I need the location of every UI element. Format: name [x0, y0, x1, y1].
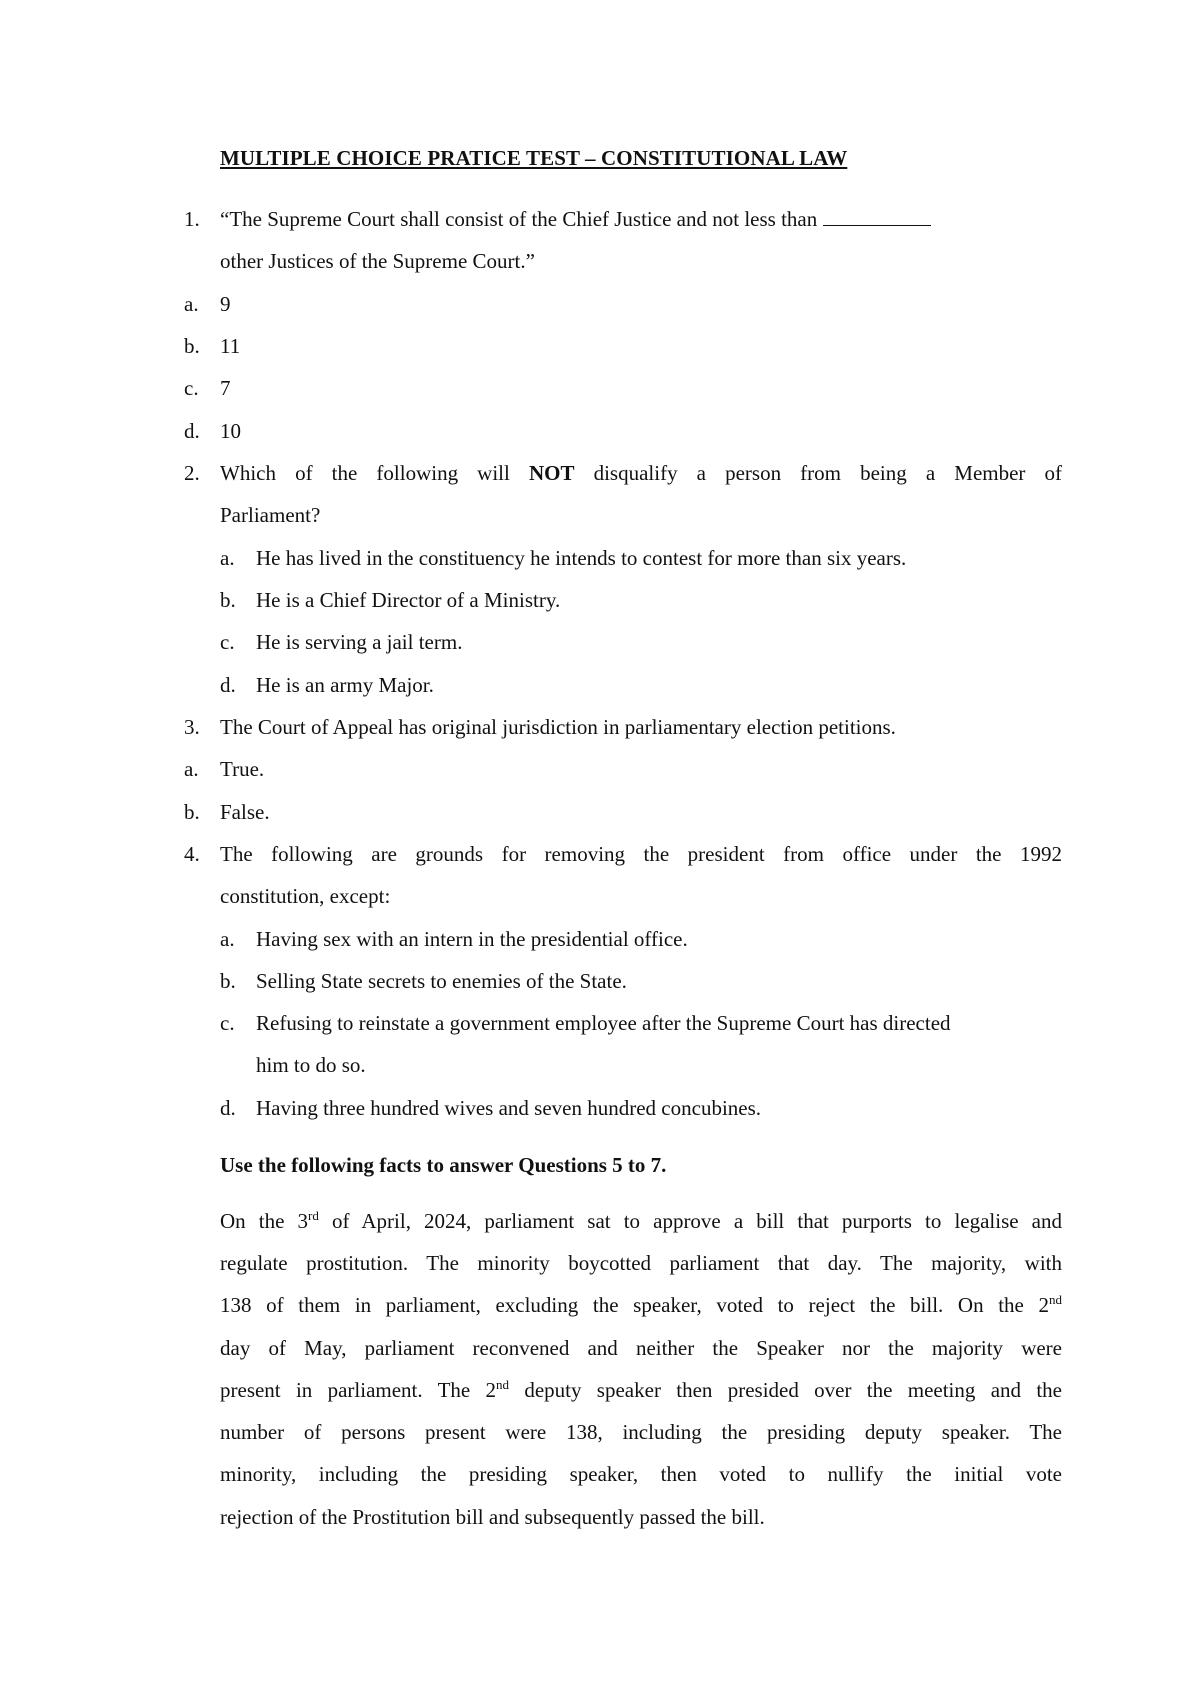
- q2-option-d-label: d.: [220, 673, 236, 697]
- facts-line-2: regulate prostitution. The minority boycotted parliament that day. The majority, with: [220, 1251, 1062, 1275]
- q4-option-a-label: a.: [220, 927, 235, 951]
- document-title: MULTIPLE CHOICE PRATICE TEST – CONSTITUTIONAL LAW: [220, 146, 848, 170]
- facts-line-1: [220, 1208, 1062, 1234]
- q1-option-c-label: c.: [184, 376, 199, 400]
- q2-option-d: He is an army Major.: [256, 673, 434, 697]
- q4-option-c-line1: Refusing to reinstate a government employee after the Supreme Court has directed: [256, 1011, 951, 1035]
- facts-sup-rd: rd: [308, 1208, 319, 1223]
- facts-line-5: [220, 1377, 1062, 1403]
- q2-option-a: He has lived in the constituency he intends to contest for more than six years.: [256, 546, 907, 570]
- q1-option-a-label: a.: [184, 292, 199, 316]
- q4-stem-line2: constitution, except:: [220, 884, 391, 908]
- facts-line-4: day of May, parliament reconvened and neither the Speaker nor the majority were: [220, 1336, 1062, 1360]
- q2-option-c-label: c.: [220, 630, 235, 654]
- q2-stem-pre: Which of the following will: [220, 461, 510, 485]
- q1-option-b: 11: [220, 334, 241, 358]
- q2-stem-line1: [220, 460, 1062, 486]
- q4-option-d-label: d.: [220, 1096, 236, 1120]
- facts-line-5b: deputy speaker then presided over the meeting and the: [509, 1378, 1062, 1402]
- q2-stem-line2: Parliament?: [220, 503, 321, 527]
- q1-answer-blank: [823, 207, 931, 226]
- facts-line-7: minority, including the presiding speaker, then voted to nullify the initial vote: [220, 1462, 1062, 1486]
- q1-stem-line2: other Justices of the Supreme Court.”: [220, 249, 535, 273]
- q4-option-b: Selling State secrets to enemies of the State.: [256, 969, 627, 993]
- q3-option-a: True.: [220, 757, 265, 781]
- facts-line-5a: present in parliament. The 2: [220, 1378, 497, 1402]
- q2-option-c: He is serving a jail term.: [256, 630, 463, 654]
- q3-number: 3.: [184, 715, 200, 739]
- q1-option-d-label: d.: [184, 419, 200, 443]
- q2-stem-bold: NOT: [528, 461, 575, 485]
- q2-option-b: He is a Chief Director of a Ministry.: [256, 588, 561, 612]
- facts-sup-nd-1: nd: [1049, 1292, 1062, 1307]
- q2-option-a-label: a.: [220, 546, 235, 570]
- q1-option-a: 9: [220, 292, 231, 316]
- q2-option-b-label: b.: [220, 588, 236, 612]
- facts-sup-nd-2: nd: [496, 1377, 510, 1392]
- q1-stem-text: “The Supreme Court shall consist of the Chief Justice and not less than: [220, 207, 818, 231]
- facts-line-1a: On the 3: [220, 1209, 309, 1233]
- q1-option-c: 7: [220, 376, 231, 400]
- q2-stem-post: disqualify a person from being a Member of: [593, 461, 1063, 485]
- q4-stem-line1: The following are grounds for removing the president from office under the 1992: [220, 842, 1062, 866]
- facts-line-6: number of persons present were 138, including the presiding deputy speaker. The: [220, 1420, 1062, 1444]
- q4-number: 4.: [184, 842, 200, 866]
- q4-option-d: Having three hundred wives and seven hundred concubines.: [256, 1096, 762, 1120]
- facts-line-3a: 138 of them in parliament, excluding the speaker, voted to reject the bill. On the 2: [220, 1293, 1049, 1317]
- facts-line-8: rejection of the Prostitution bill and subsequently passed the bill.: [220, 1505, 765, 1529]
- facts-line-1b: of April, 2024, parliament sat to approve a bill that purports to legalise and: [318, 1209, 1062, 1233]
- q1-number: 1.: [184, 207, 200, 231]
- q3-stem: The Court of Appeal has original jurisdiction in parliamentary election petitions.: [220, 715, 896, 739]
- q1-option-b-label: b.: [184, 334, 200, 358]
- q1-option-d: 10: [220, 419, 241, 443]
- q3-option-b-label: b.: [184, 800, 200, 824]
- q4-option-c-line2: him to do so.: [256, 1053, 366, 1077]
- facts-heading: Use the following facts to answer Questions 5 to 7.: [220, 1153, 667, 1177]
- q3-option-a-label: a.: [184, 757, 199, 781]
- q4-option-b-label: b.: [220, 969, 236, 993]
- q3-option-b: False.: [220, 800, 270, 824]
- facts-line-3: [220, 1292, 1062, 1318]
- q2-number: 2.: [184, 461, 200, 485]
- q1-stem-line1: [220, 206, 1062, 232]
- q4-option-a: Having sex with an intern in the presidential office.: [256, 927, 688, 951]
- q4-option-c-label: c.: [220, 1011, 235, 1035]
